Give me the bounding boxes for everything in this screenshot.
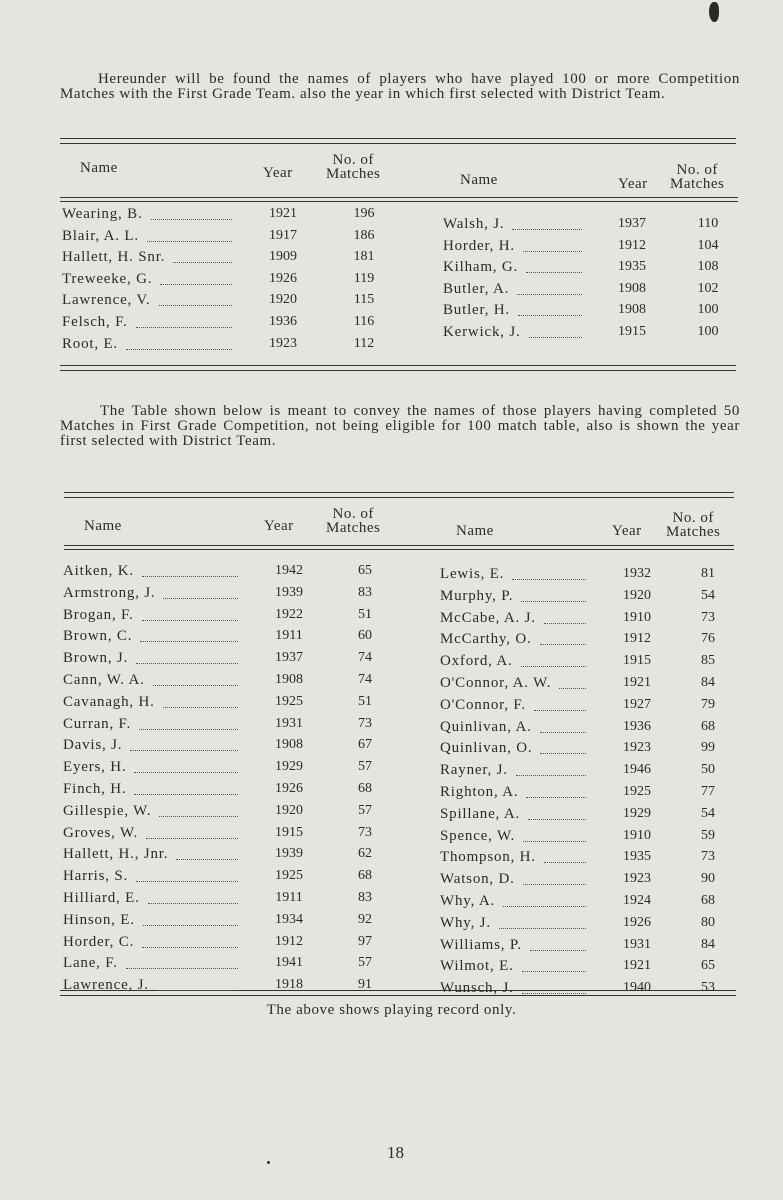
dot-leader [146, 838, 238, 839]
dot-leader [523, 841, 586, 842]
table1-year-header-left: Year [263, 165, 293, 181]
year-selected: 1908 [275, 672, 303, 687]
dot-leader [559, 688, 586, 689]
table2-header-rule [64, 545, 734, 546]
player-name: Finch, H. [63, 781, 127, 797]
matches-played: 65 [701, 958, 715, 974]
player-name: Curran, F. [63, 715, 132, 732]
player-name: Cavanagh, H. [63, 693, 155, 710]
matches-played: 186 [353, 227, 375, 243]
year-selected: 1912 [623, 631, 651, 647]
player-name: Root, E. [62, 335, 118, 352]
table2-matches-header-right [666, 512, 720, 539]
year-selected: 1932 [623, 566, 651, 581]
year-selected: 1935 [623, 849, 651, 865]
year-selected: 1925 [623, 784, 651, 799]
matches-played: 68 [358, 781, 372, 796]
year-selected: 1915 [275, 824, 303, 840]
player-name: Lawrence, J. [63, 977, 149, 994]
intro-paragraph-100-matches: Hereunder will be found the names of players who have played 100 or more Competition Matches with the First Grade Team. also the year in which first selected with District Team. [60, 71, 740, 102]
matches-header-line1: No. of [332, 152, 374, 168]
matches-header-line1: No. of [672, 510, 714, 526]
dot-leader [530, 950, 586, 951]
year-selected: 1920 [275, 802, 303, 818]
matches-played: 83 [358, 584, 372, 600]
table2-header-rule-2 [64, 549, 734, 550]
player-name: Brown, J. [63, 650, 129, 667]
player-name: Gillespie, W. [63, 802, 152, 819]
year-selected: 1922 [275, 606, 303, 622]
player-name: Why, J. [440, 914, 491, 931]
dot-leader [163, 707, 238, 708]
player-name: Lane, F. [63, 955, 118, 972]
matches-played: 90 [701, 871, 715, 887]
matches-played: 196 [353, 206, 375, 221]
matches-header-line2: Matches [326, 520, 381, 536]
matches-played: 73 [701, 609, 715, 625]
dot-leader [142, 620, 238, 621]
dot-leader [136, 663, 238, 664]
year-selected: 1910 [623, 609, 651, 625]
table1-header-rule-2 [60, 201, 738, 202]
paper-speck [267, 1161, 270, 1164]
matches-played: 57 [358, 802, 372, 818]
year-selected: 1908 [275, 737, 303, 753]
year-selected: 1923 [269, 335, 297, 351]
player-name: Eyers, H. [63, 759, 127, 776]
year-selected: 1923 [623, 871, 651, 887]
dot-leader [148, 903, 238, 904]
dot-leader [526, 272, 582, 273]
player-name: Blair, A. L. [62, 227, 139, 244]
player-name: Groves, W. [63, 824, 139, 841]
table1-bottom-rule [60, 365, 736, 366]
matches-header-line1: No. of [676, 162, 718, 178]
player-name: Wearing, B. [62, 206, 143, 222]
year-selected: 1941 [275, 955, 303, 971]
matches-played: 62 [358, 846, 372, 862]
table1-name-header-left: Name [80, 160, 118, 176]
dot-leader [159, 305, 232, 306]
table2-year-header-left: Year [264, 518, 294, 534]
matches-played: 67 [358, 737, 372, 753]
year-selected: 1917 [269, 227, 297, 243]
player-name: Butler, H. [443, 302, 510, 319]
matches-played: 74 [358, 650, 372, 666]
year-selected: 1931 [623, 936, 651, 952]
player-name: Cann, W. A. [63, 672, 145, 688]
matches-played: 108 [697, 259, 719, 275]
matches-played: 54 [701, 805, 715, 821]
dot-leader [503, 906, 586, 907]
dot-leader [516, 775, 586, 776]
dot-leader [159, 816, 238, 817]
footnote: The above shows playing record only. [266, 1002, 517, 1018]
dot-leader [521, 601, 586, 602]
player-name: Righton, A. [440, 784, 519, 800]
year-selected: 1920 [623, 587, 651, 603]
table1-name-header-right: Name [460, 172, 498, 188]
matches-played: 79 [701, 696, 715, 712]
dot-leader [151, 219, 232, 220]
player-name: Spillane, A. [440, 805, 521, 822]
dot-leader [540, 644, 586, 645]
player-name: McCabe, A. J. [440, 609, 536, 626]
matches-played: 84 [701, 936, 715, 952]
year-selected: 1920 [269, 292, 297, 308]
player-name: Hallett, H., Jnr. [63, 846, 169, 863]
dot-leader [142, 947, 238, 948]
year-selected: 1909 [269, 249, 297, 265]
year-selected: 1936 [623, 718, 651, 734]
table1-top-rule [60, 138, 736, 139]
matches-played: 68 [358, 868, 372, 884]
table2-top-rule [64, 492, 734, 493]
dot-leader [544, 862, 586, 863]
year-selected: 1911 [275, 890, 303, 905]
dot-leader [173, 262, 232, 263]
dot-leader [540, 732, 586, 733]
player-name: Murphy, P. [440, 587, 514, 604]
player-name: Spence, W. [440, 827, 516, 844]
dot-leader [153, 685, 238, 686]
year-selected: 1915 [618, 324, 646, 339]
player-name: Kerwick, J. [443, 324, 521, 340]
dot-leader [540, 753, 586, 754]
year-selected: 1918 [275, 977, 303, 993]
player-name: Wunsch, J. [440, 980, 514, 997]
matches-played: 84 [701, 675, 715, 690]
matches-played: 53 [701, 980, 715, 996]
matches-played: 76 [701, 631, 715, 647]
matches-played: 100 [697, 302, 719, 318]
year-selected: 1924 [623, 893, 651, 908]
dot-leader [147, 241, 232, 242]
matches-played: 60 [358, 628, 372, 644]
matches-played: 51 [358, 606, 372, 622]
dot-leader [521, 666, 586, 667]
year-selected: 1937 [618, 216, 646, 231]
year-selected: 1925 [275, 868, 303, 884]
player-name: Williams, P. [440, 936, 522, 953]
matches-played: 68 [701, 893, 715, 908]
year-selected: 1921 [623, 675, 651, 690]
dot-leader [140, 641, 238, 642]
dot-leader [544, 623, 586, 624]
intro-paragraph-50-matches: The Table shown below is meant to convey the names of those players having completed 50 Matches in First Grade Competition, not being eligible for 100 match table, also is shown the year first selected with District Team. [60, 403, 740, 449]
matches-played: 91 [358, 977, 372, 993]
year-selected: 1923 [623, 740, 651, 756]
dot-leader [534, 710, 586, 711]
year-selected: 1939 [275, 846, 303, 862]
year-selected: 1927 [623, 696, 651, 712]
dot-leader [522, 993, 586, 994]
player-name: Davis, J. [63, 737, 123, 754]
year-selected: 1908 [618, 302, 646, 318]
dot-leader [523, 884, 586, 885]
dot-leader [522, 971, 586, 972]
matches-played: 73 [358, 715, 372, 731]
player-name: Quinlivan, O. [440, 740, 533, 757]
year-selected: 1934 [275, 911, 303, 927]
matches-played: 73 [358, 824, 372, 840]
table1-bottom-rule-2 [60, 370, 736, 371]
matches-played: 92 [358, 911, 372, 927]
player-name: Lawrence, V. [62, 292, 151, 309]
matches-played: 59 [701, 827, 715, 843]
dot-leader [523, 251, 582, 252]
ink-blot [709, 2, 719, 22]
matches-played: 77 [701, 784, 715, 799]
year-selected: 1937 [275, 650, 303, 666]
player-name: Harris, S. [63, 868, 129, 885]
player-name: Lewis, E. [440, 566, 505, 582]
player-name: Quinlivan, A. [440, 718, 532, 735]
matches-played: 54 [701, 587, 715, 603]
table1-top-rule-2 [60, 143, 736, 144]
matches-played: 97 [358, 933, 372, 949]
matches-played: 119 [353, 270, 375, 286]
player-name: Wilmot, E. [440, 958, 514, 975]
table2-name-header-right: Name [456, 523, 494, 539]
matches-played: 100 [697, 324, 719, 339]
dot-leader [142, 576, 238, 577]
dot-leader [518, 315, 582, 316]
year-selected: 1929 [275, 759, 303, 775]
player-name: Hilliard, E. [63, 890, 140, 906]
year-selected: 1929 [623, 805, 651, 821]
player-name: Brogan, F. [63, 606, 134, 623]
matches-played: 115 [353, 292, 375, 308]
year-selected: 1935 [618, 259, 646, 275]
year-selected: 1926 [275, 781, 303, 796]
player-name: Why, A. [440, 893, 496, 909]
dot-leader [143, 925, 238, 926]
player-name: Thompson, H. [440, 849, 536, 866]
dot-leader [512, 229, 582, 230]
player-name: Brown, C. [63, 628, 133, 645]
player-name: Horder, H. [443, 237, 515, 254]
table1-matches-header-left [326, 154, 380, 181]
player-name: Walsh, J. [443, 216, 505, 232]
dot-leader [499, 928, 586, 929]
table2-top-rule-2 [64, 497, 734, 498]
player-name: Oxford, A. [440, 653, 513, 670]
year-selected: 1921 [269, 206, 297, 221]
player-name: Butler, A. [443, 280, 510, 297]
year-selected: 1908 [618, 280, 646, 296]
year-selected: 1926 [269, 270, 297, 286]
player-name: Watson, D. [440, 871, 515, 888]
matches-played: 85 [701, 653, 715, 669]
dot-leader [517, 294, 582, 295]
matches-played: 51 [358, 693, 372, 709]
year-selected: 1942 [275, 563, 303, 578]
dot-leader [512, 579, 586, 580]
player-name: Hallett, H. Snr. [62, 249, 166, 266]
player-name: Armstrong, J. [63, 584, 156, 601]
dot-leader [163, 598, 238, 599]
matches-played: 99 [701, 740, 715, 756]
dot-leader [126, 349, 232, 350]
player-name: Rayner, J. [440, 762, 508, 779]
year-selected: 1915 [623, 653, 651, 669]
matches-played: 65 [358, 563, 372, 578]
player-name: O'Connor, F. [440, 696, 526, 713]
matches-played: 68 [701, 718, 715, 734]
year-selected: 1912 [275, 933, 303, 949]
table2-year-header-right: Year [612, 523, 642, 539]
year-selected: 1936 [269, 314, 297, 329]
matches-header-line2: Matches [326, 166, 381, 182]
dot-leader [160, 284, 232, 285]
matches-played: 102 [697, 280, 719, 296]
dot-leader [526, 797, 586, 798]
year-selected: 1910 [623, 827, 651, 843]
table2-name-header-left: Name [84, 518, 122, 534]
year-selected: 1931 [275, 715, 303, 731]
matches-header-line2: Matches [670, 176, 725, 192]
dot-leader [528, 819, 586, 820]
dot-leader [134, 772, 238, 773]
dot-leader [157, 990, 238, 991]
matches-header-line2: Matches [666, 524, 721, 540]
player-name: Aitken, K. [63, 563, 134, 579]
year-selected: 1912 [618, 237, 646, 253]
player-name: Felsch, F. [62, 314, 128, 330]
matches-header-line1: No. of [332, 506, 374, 522]
matches-played: 83 [358, 890, 372, 905]
dot-leader [126, 968, 238, 969]
matches-played: 181 [353, 249, 375, 265]
player-name: Horder, C. [63, 933, 135, 950]
table1-matches-header-right [670, 164, 724, 191]
year-selected: 1939 [275, 584, 303, 600]
player-name: O'Connor, A. W. [440, 675, 552, 691]
matches-played: 80 [701, 914, 715, 930]
player-name: Treweeke, G. [62, 270, 153, 287]
dot-leader [130, 750, 238, 751]
year-selected: 1946 [623, 762, 651, 778]
table2-matches-header-left [326, 508, 380, 535]
matches-played: 50 [701, 762, 715, 778]
dot-leader [176, 859, 238, 860]
year-selected: 1921 [623, 958, 651, 974]
year-selected: 1925 [275, 693, 303, 709]
table1-year-header-right: Year [618, 176, 648, 192]
matches-played: 73 [701, 849, 715, 865]
dot-leader [136, 881, 238, 882]
matches-played: 81 [701, 566, 715, 581]
year-selected: 1911 [275, 628, 303, 644]
dot-leader [136, 327, 232, 328]
dot-leader [134, 794, 238, 795]
matches-played: 104 [697, 237, 719, 253]
table1-header-rule [60, 197, 738, 198]
player-name: Hinson, E. [63, 911, 135, 928]
matches-played: 57 [358, 955, 372, 971]
year-selected: 1940 [623, 980, 651, 996]
matches-played: 116 [353, 314, 375, 329]
matches-played: 112 [353, 335, 375, 351]
player-name: Kilham, G. [443, 259, 519, 276]
matches-played: 110 [697, 216, 719, 231]
dot-leader [529, 337, 582, 338]
matches-played: 57 [358, 759, 372, 775]
player-name: McCarthy, O. [440, 631, 532, 648]
dot-leader [139, 729, 238, 730]
year-selected: 1926 [623, 914, 651, 930]
page-number: 18 [387, 1143, 404, 1162]
matches-played: 74 [358, 672, 372, 687]
